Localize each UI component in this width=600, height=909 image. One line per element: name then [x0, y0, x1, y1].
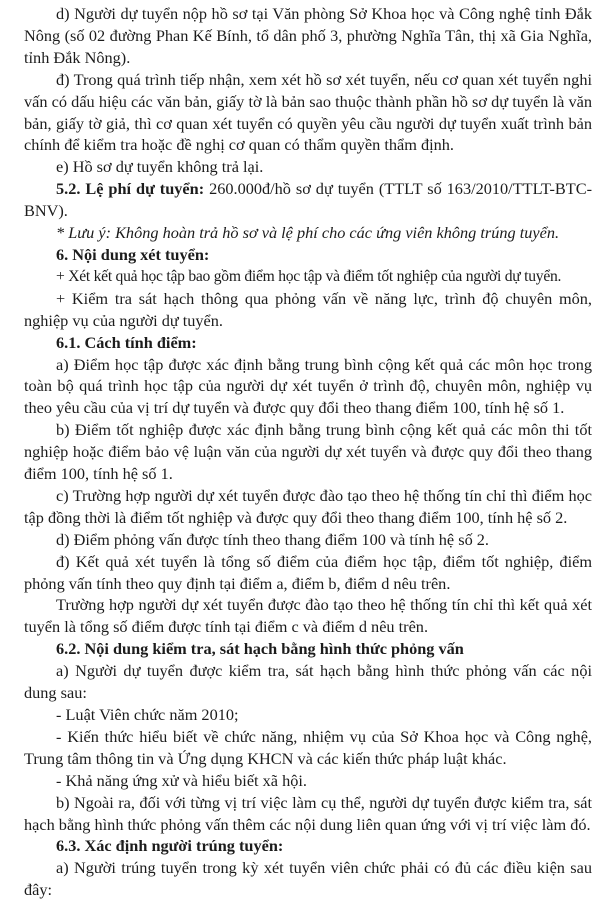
section-5-2-label: 5.2. Lệ phí dự tuyển: — [56, 179, 205, 199]
list-item-knowledge: - Kiến thức hiểu biết về chức năng, nhiệm vụ của Sở Khoa học và Công nghệ, Trung tâm thông tin và Ứng dụng KHCN và các kiến thức pháp luật khác. — [24, 726, 592, 768]
paragraph-6-3-a: a) Người trúng tuyển trong kỳ xét tuyển viên chức phải có đủ các điều kiện sau đây: — [24, 858, 592, 900]
paragraph-6-1-credit-system: Trường hợp người dự xét tuyển được đào tạo theo hệ thống tín chỉ thì kết quả xét tuyển là tổng số điểm được tính tại điểm c và điểm d nêu trên. — [24, 595, 592, 637]
section-5-2 — [24, 178, 592, 222]
heading-6: 6. Nội dung xét tuyển: — [56, 244, 210, 264]
bullet-interview: + Kiểm tra sát hạch thông qua phỏng vấn về năng lực, trình độ chuyên môn, nghiệp vụ của người dự tuyển. — [24, 288, 592, 330]
heading-6-2: 6.2. Nội dung kiểm tra, sát hạch bằng hình thức phỏng vấn — [56, 639, 464, 659]
paragraph-no-return: e) Hồ sơ dự tuyển không trả lại. — [56, 157, 264, 177]
heading-6-1: 6.1. Cách tính điểm: — [56, 332, 197, 352]
paragraph-6-1-b: b) Điểm tốt nghiệp được xác định bằng trung bình cộng kết quả các môn thi tốt nghiệp hoặc điểm bảo vệ luận văn của người dự xét tuyển và được quy đổi theo thang điểm 100, tính hệ số 1. — [24, 420, 592, 484]
paragraph-submission-place: d) Người dự tuyển nộp hồ sơ tại Văn phòng Sở Khoa học và Công nghệ tỉnh Đắk Nông (số 02 đường Phan Kế Bính, tổ dân phố 3, phường Nghĩa Tân, thị xã Gia Nghĩa, tỉnh Đắk Nông). — [24, 4, 592, 67]
section-5-2-text: 260.000đ/hồ sơ dự tuyển (TTLT số 163/2010/TTLT-BTC-BNV). — [24, 179, 592, 221]
paragraph-document-verification: đ) Trong quá trình tiếp nhận, xem xét hồ sơ xét tuyển, nếu cơ quan xét tuyển nghi vấn có dấu hiệu các văn bản, giấy tờ là bản sao thuộc thành phần hồ sơ dự tuyển là văn bản, giấy tờ giả, thì cơ quan xét tuyển có quyền yêu cầu người dự tuyển xuất trình bản chính để kiểm tra hoặc đề nghị cơ quan có thẩm quyền thẩm định. — [24, 69, 592, 155]
paragraph-6-1-dd: đ) Kết quả xét tuyển là tổng số điểm của điểm học tập, điểm tốt nghiệp, điểm phỏng vấn tính theo quy định tại điểm a, điểm b, điểm d nêu trên. — [24, 551, 592, 593]
paragraph-6-2-b: b) Ngoài ra, đối với từng vị trí việc làm cụ thể, người dự tuyển được kiểm tra, sát hạch bằng hình thức phỏng vấn thêm các nội dung liên quan ứng với vị trí việc làm đó. — [24, 792, 592, 834]
paragraph-6-1-d: d) Điểm phỏng vấn được tính theo thang điểm 100 và tính hệ số 2. — [56, 529, 489, 549]
paragraph-6-2-a: a) Người dự tuyển được kiểm tra, sát hạch bằng hình thức phỏng vấn các nội dung sau: — [24, 661, 592, 703]
paragraph-6-1-a: a) Điểm học tập được xác định bằng trung bình cộng kết quả các môn học trong toàn bộ quá trình học tập của người dự xét tuyển ở trình độ, chuyên môn, nghiệp vụ theo yêu cầu của vị trí dự tuyển và được quy đổi theo thang điểm 100, tính hệ số 1. — [24, 354, 592, 418]
list-item-behavior: - Khả năng ứng xử và hiểu biết xã hội. — [56, 770, 307, 790]
list-item-law: - Luật Viên chức năm 2010; — [56, 705, 239, 724]
heading-6-3: 6.3. Xác định người trúng tuyển: — [56, 836, 284, 856]
paragraph-6-1-c: c) Trường hợp người dự xét tuyển được đào tạo theo hệ thống tín chỉ thì điểm học tập đồng thời là điểm tốt nghiệp và được quy đổi theo thang điểm 100, tính hệ số 2. — [24, 485, 592, 527]
note-no-refund: * Lưu ý: Không hoàn trả hồ sơ và lệ phí cho các ứng viên không trúng tuyển. — [56, 223, 560, 243]
bullet-study-results: + Xét kết quả học tập bao gồm điểm học tập và điểm tốt nghiệp của người dự tuyển. — [56, 267, 562, 285]
